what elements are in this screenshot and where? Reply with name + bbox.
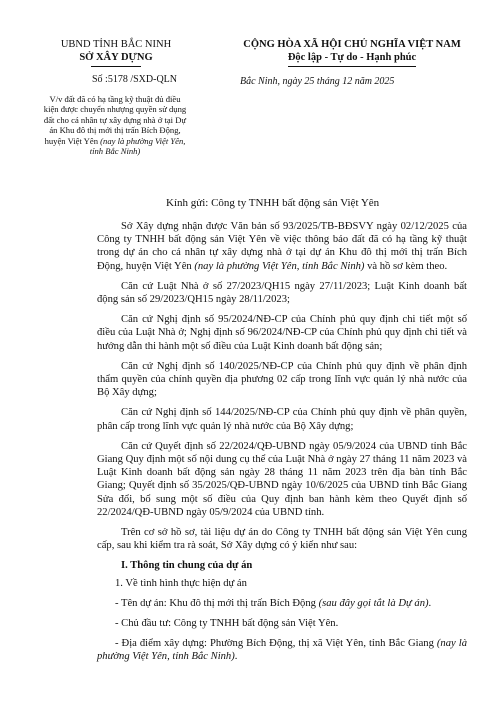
- location-item: - Địa điểm xây dựng: Phường Bích Động, thị xã Việt Yên, tỉnh Bắc Giang (nay là phường Việt Yên, tỉnh Bắc Ninh).: [97, 638, 467, 663]
- section-heading: I. Thông tin chung của dự án: [121, 560, 253, 572]
- agency-underline: [91, 66, 141, 67]
- document-date: Bắc Ninh, ngày 25 tháng 12 năm 2025: [240, 76, 395, 87]
- paragraph-legal-basis-1: Căn cứ Luật Nhà ở số 27/2023/QH15 ngày 27/11/2023; Luật Kinh doanh bất động sản số 29/2023/QH15 ngày 28/11/2023;: [97, 280, 467, 306]
- parent-agency: UBND TỈNH BẮC NINH: [60, 39, 172, 50]
- paragraph-legal-basis-2: Căn cứ Nghị định số 95/2024/NĐ-CP của Chính phủ quy định chi tiết một số điều của Luật Nhà ở; Nghị định số 96/2024/NĐ-CP của Chính phủ quy định chi tiết và hướng dẫn thi hành một số điều của Luật Kinh doanh bất động sản;: [97, 314, 467, 352]
- subject-note: (nay là phường Việt Yên, tỉnh Bắc Ninh): [89, 135, 186, 157]
- nation-name: CỘNG HÒA XÃ HỘI CHỦ NGHĨA VIỆT NAM: [243, 39, 461, 50]
- document-subject: [42, 94, 188, 156]
- paragraph-intro: Sở Xây dựng nhận được Văn bản số 93/2025/TB-BĐSVY ngày 02/12/2025 của Công ty TNHH bất động sản Việt Yên về việc thông báo đất đã có hạ tầng kỹ thuật trong dự án cho cá nhân tự xây dựng nhà ở tại dự án Khu đô thị mới thị trấn Bích Động, huyện Việt Yên (nay là phường Việt Yên, tỉnh Bắc Ninh) và hồ sơ kèm theo.: [97, 221, 467, 272]
- paragraph-legal-basis-4: Căn cứ Nghị định số 144/2025/NĐ-CP của Chính phủ quy định về phân quyền, phân cấp trong lĩnh vực quản lý nhà nước của Bộ Xây dựng;: [97, 407, 467, 432]
- agency-name: SỞ XÂY DỰNG: [79, 52, 153, 63]
- paragraph-legal-basis-3: Căn cứ Nghị định số 140/2025/NĐ-CP của Chính phủ quy định về phân định thẩm quyền của chính quyền địa phương 02 cấp trong lĩnh vực quản lý nhà nước của Bộ Xây dựng;: [97, 360, 467, 399]
- paragraph-opinion-intro: Trên cơ sở hồ sơ, tài liệu dự án do Công ty TNHH bất động sản Việt Yên cung cấp, sau khi kiểm tra rà soát, Sở Xây dựng có ý kiến như sau:: [97, 527, 467, 552]
- subject-text: V/v đất đã có hạ tầng kỹ thuật đủ điều kiện được chuyển nhượng quyền sử dụng đất cho cá nhân tự xây dựng nhà ở tại Dự án Khu đô thị mới thị trấn Bích Động, huyện Việt Yên: [43, 94, 187, 146]
- paragraph-legal-basis-5: Căn cứ Quyết định số 22/2024/QĐ-UBND ngày 05/9/2024 của UBND tỉnh Bắc Giang Quy định một số nội dung cụ thể của Luật Nhà ở ngày 27 tháng 11 năm 2023 và Luật Kinh doanh bất động sản ngày 28 tháng 11 năm 2023 trên địa bàn tỉnh Bắc Giang; Quyết định số 35/2025/QĐ-UBND ngày 10/6/2025 của UBND tỉnh Bắc Giang Sửa đổi, bổ sung một số điều của Quy định ban hành kèm theo Quyết định số 22/2024/QĐ-UBND ngày 05/9/2024 của UBND tỉnh.: [97, 440, 467, 518]
- recipient-line: Kính gửi: Công ty TNHH bất động sản Việt Yên: [166, 197, 380, 209]
- investor-item: - Chủ đầu tư: Công ty TNHH bất động sản Việt Yên.: [115, 618, 339, 630]
- document-number: Số :5178 /SXD-QLN: [92, 74, 178, 85]
- national-title: [200, 38, 504, 67]
- national-motto: Độc lập - Tự do - Hạnh phúc: [287, 52, 417, 63]
- subsection-heading: 1. Về tình hình thực hiện dự án: [115, 577, 247, 589]
- project-name-item: - Tên dự án: Khu đô thị mới thị trấn Bích Động (sau đây gọi tắt là Dự án).: [115, 597, 432, 609]
- issuing-agency: [45, 38, 187, 67]
- document-body: [97, 220, 467, 671]
- document-header: [0, 0, 504, 200]
- motto-underline: [288, 66, 416, 67]
